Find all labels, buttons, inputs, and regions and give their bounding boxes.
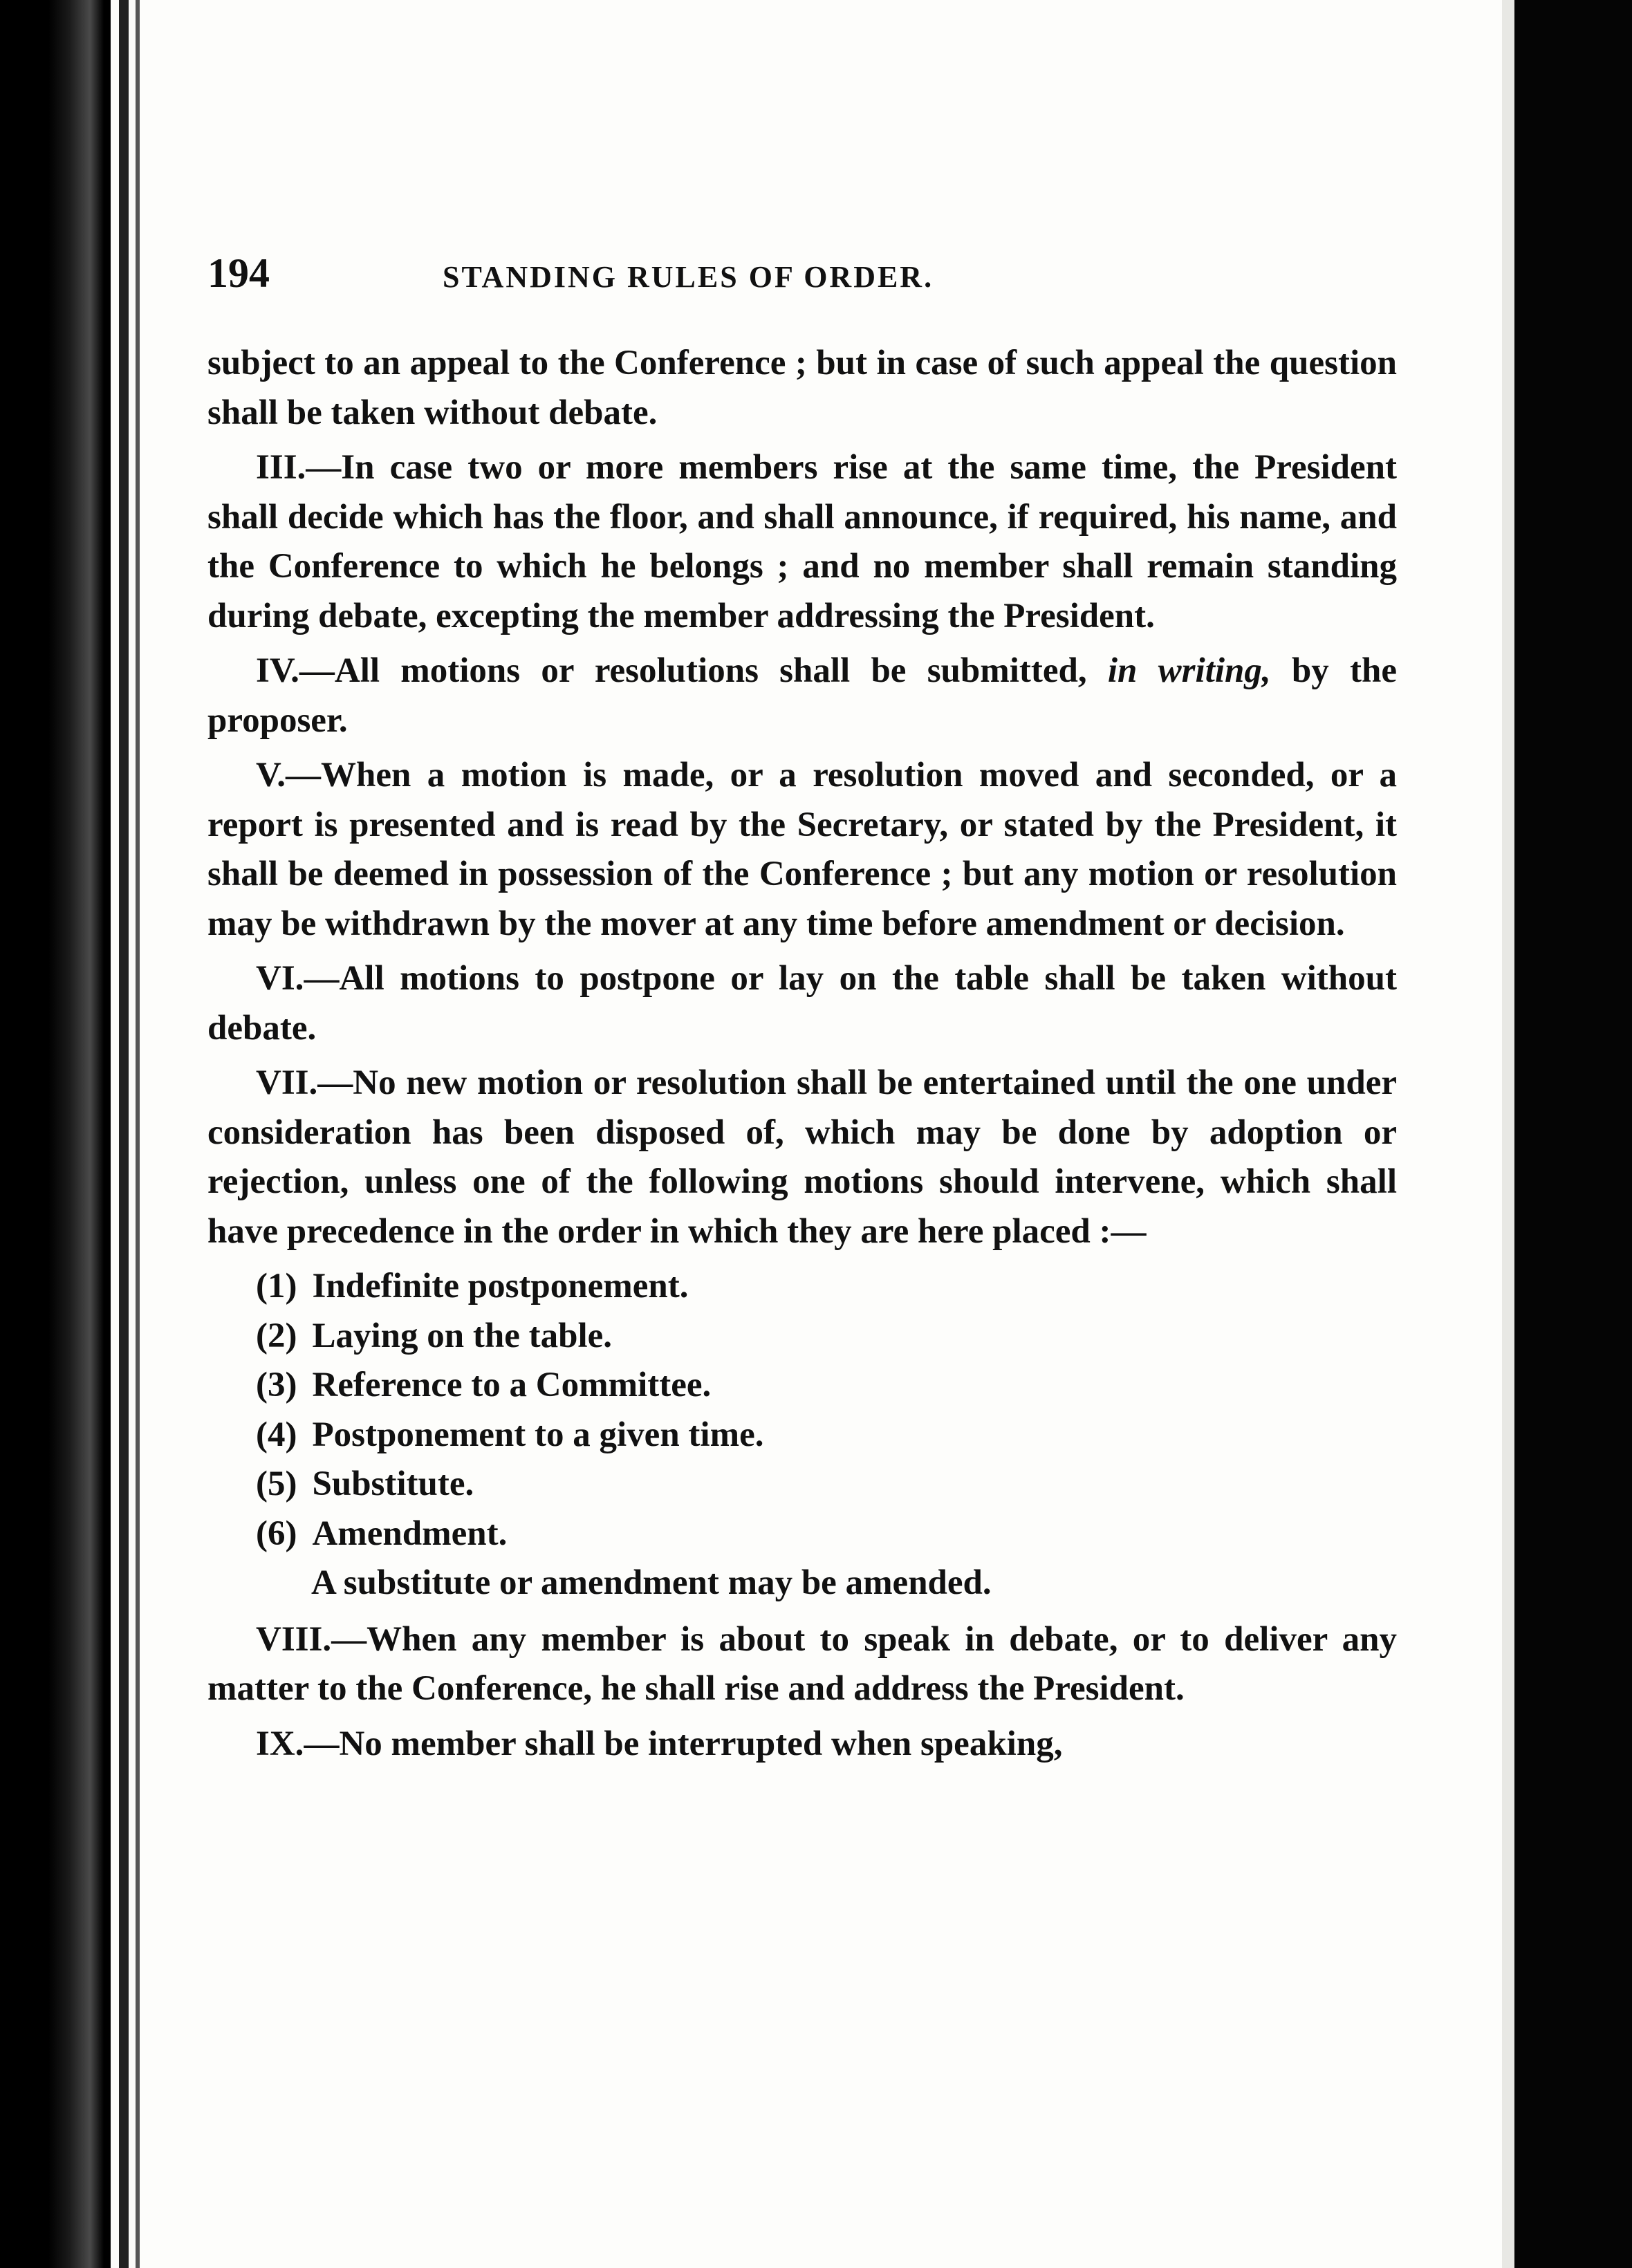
rule-4 xyxy=(207,647,1397,745)
rule-numeral: VIII. xyxy=(256,1619,332,1659)
rule-numeral: V. xyxy=(256,756,286,794)
list-number: (5) xyxy=(256,1465,297,1503)
rule-text: —When any member is about to speak in debate, or to deliver any matter to the Conference, he shall rise and address the President. xyxy=(207,1619,1397,1708)
rule-numeral: IX. xyxy=(256,1724,304,1763)
list-item xyxy=(207,1411,1397,1460)
list-number: (6) xyxy=(256,1514,297,1553)
page-text xyxy=(207,249,1397,1774)
rule-3 xyxy=(207,443,1397,641)
rule-text: —All motions to postpone or lay on the table shall be taken without debate. xyxy=(207,959,1397,1048)
rule-numeral: III. xyxy=(256,448,306,487)
rule-numeral: IV. xyxy=(256,651,299,690)
rule-9 xyxy=(207,1720,1397,1769)
page-edge xyxy=(1502,0,1514,2268)
rule-text-end: by the proposer. xyxy=(207,651,1397,740)
rule-emphasis: in writing, xyxy=(1107,651,1271,690)
list-number: (4) xyxy=(256,1415,297,1454)
list-item xyxy=(207,1460,1397,1509)
amendment-note: A substitute or amendment may be amended. xyxy=(311,1563,992,1602)
list-number: (2) xyxy=(256,1316,297,1355)
list-text: Reference to a Committee. xyxy=(312,1366,712,1404)
list-item xyxy=(207,1361,1397,1411)
list-item xyxy=(207,1262,1397,1312)
rule-text: —When a motion is made, or a resolution moved and seconded, or a report is presented and is read by the Secretary, or stated by the President, it shall be deemed in possession of the Conference ; but any motion or resolution may be withdrawn by the mover at any time before amendment or decision. xyxy=(207,756,1397,943)
rule-numeral: VI. xyxy=(256,959,304,998)
rule-6 xyxy=(207,954,1397,1053)
rule-8 xyxy=(207,1615,1397,1714)
list-text: Substitute. xyxy=(312,1465,474,1503)
rule-text: —In case two or more members rise at the same time, the President shall decide which has the floor, and shall announce, if required, his name, and the Conference to which he belongs ; and no member shall remain standing during debate, excepting the member addressing the President. xyxy=(207,448,1397,635)
list-number: (3) xyxy=(256,1366,297,1404)
list-item xyxy=(207,1312,1397,1361)
list-text: Amendment. xyxy=(312,1514,508,1553)
rule-text: —No member shall be interrupted when speaking, xyxy=(304,1724,1063,1763)
rule-text: —No new motion or resolution shall be entertained until the one under consideration has been disposed of, which may be done by adoption or rejection, unless one of the following motions should intervene, which shall have precedence in the order in which they are here placed :— xyxy=(207,1063,1397,1251)
rule-numeral: VII. xyxy=(256,1063,318,1102)
book-binding-shadow xyxy=(0,0,111,2268)
list-item xyxy=(207,1509,1397,1559)
motion-precedence-list xyxy=(207,1262,1397,1559)
list-text: Indefinite postponement. xyxy=(312,1267,689,1305)
page-header xyxy=(207,249,1397,299)
list-text: Postponement to a given time. xyxy=(312,1415,764,1454)
continuation-paragraph: subject to an appeal to the Conference ; but in case of such appeal the question shall be taken without debate. xyxy=(207,344,1397,432)
binding-edge xyxy=(119,0,129,2268)
rule-7 xyxy=(207,1059,1397,1256)
rule-text: —All motions or resolutions shall be submitted, xyxy=(299,651,1108,690)
adjacent-page-shadow xyxy=(1514,0,1632,2268)
list-number: (1) xyxy=(256,1267,297,1305)
list-text: Laying on the table. xyxy=(312,1316,613,1355)
page-number: 194 xyxy=(207,250,270,296)
rule-5 xyxy=(207,751,1397,949)
running-title: STANDING RULES OF ORDER. xyxy=(443,260,934,294)
